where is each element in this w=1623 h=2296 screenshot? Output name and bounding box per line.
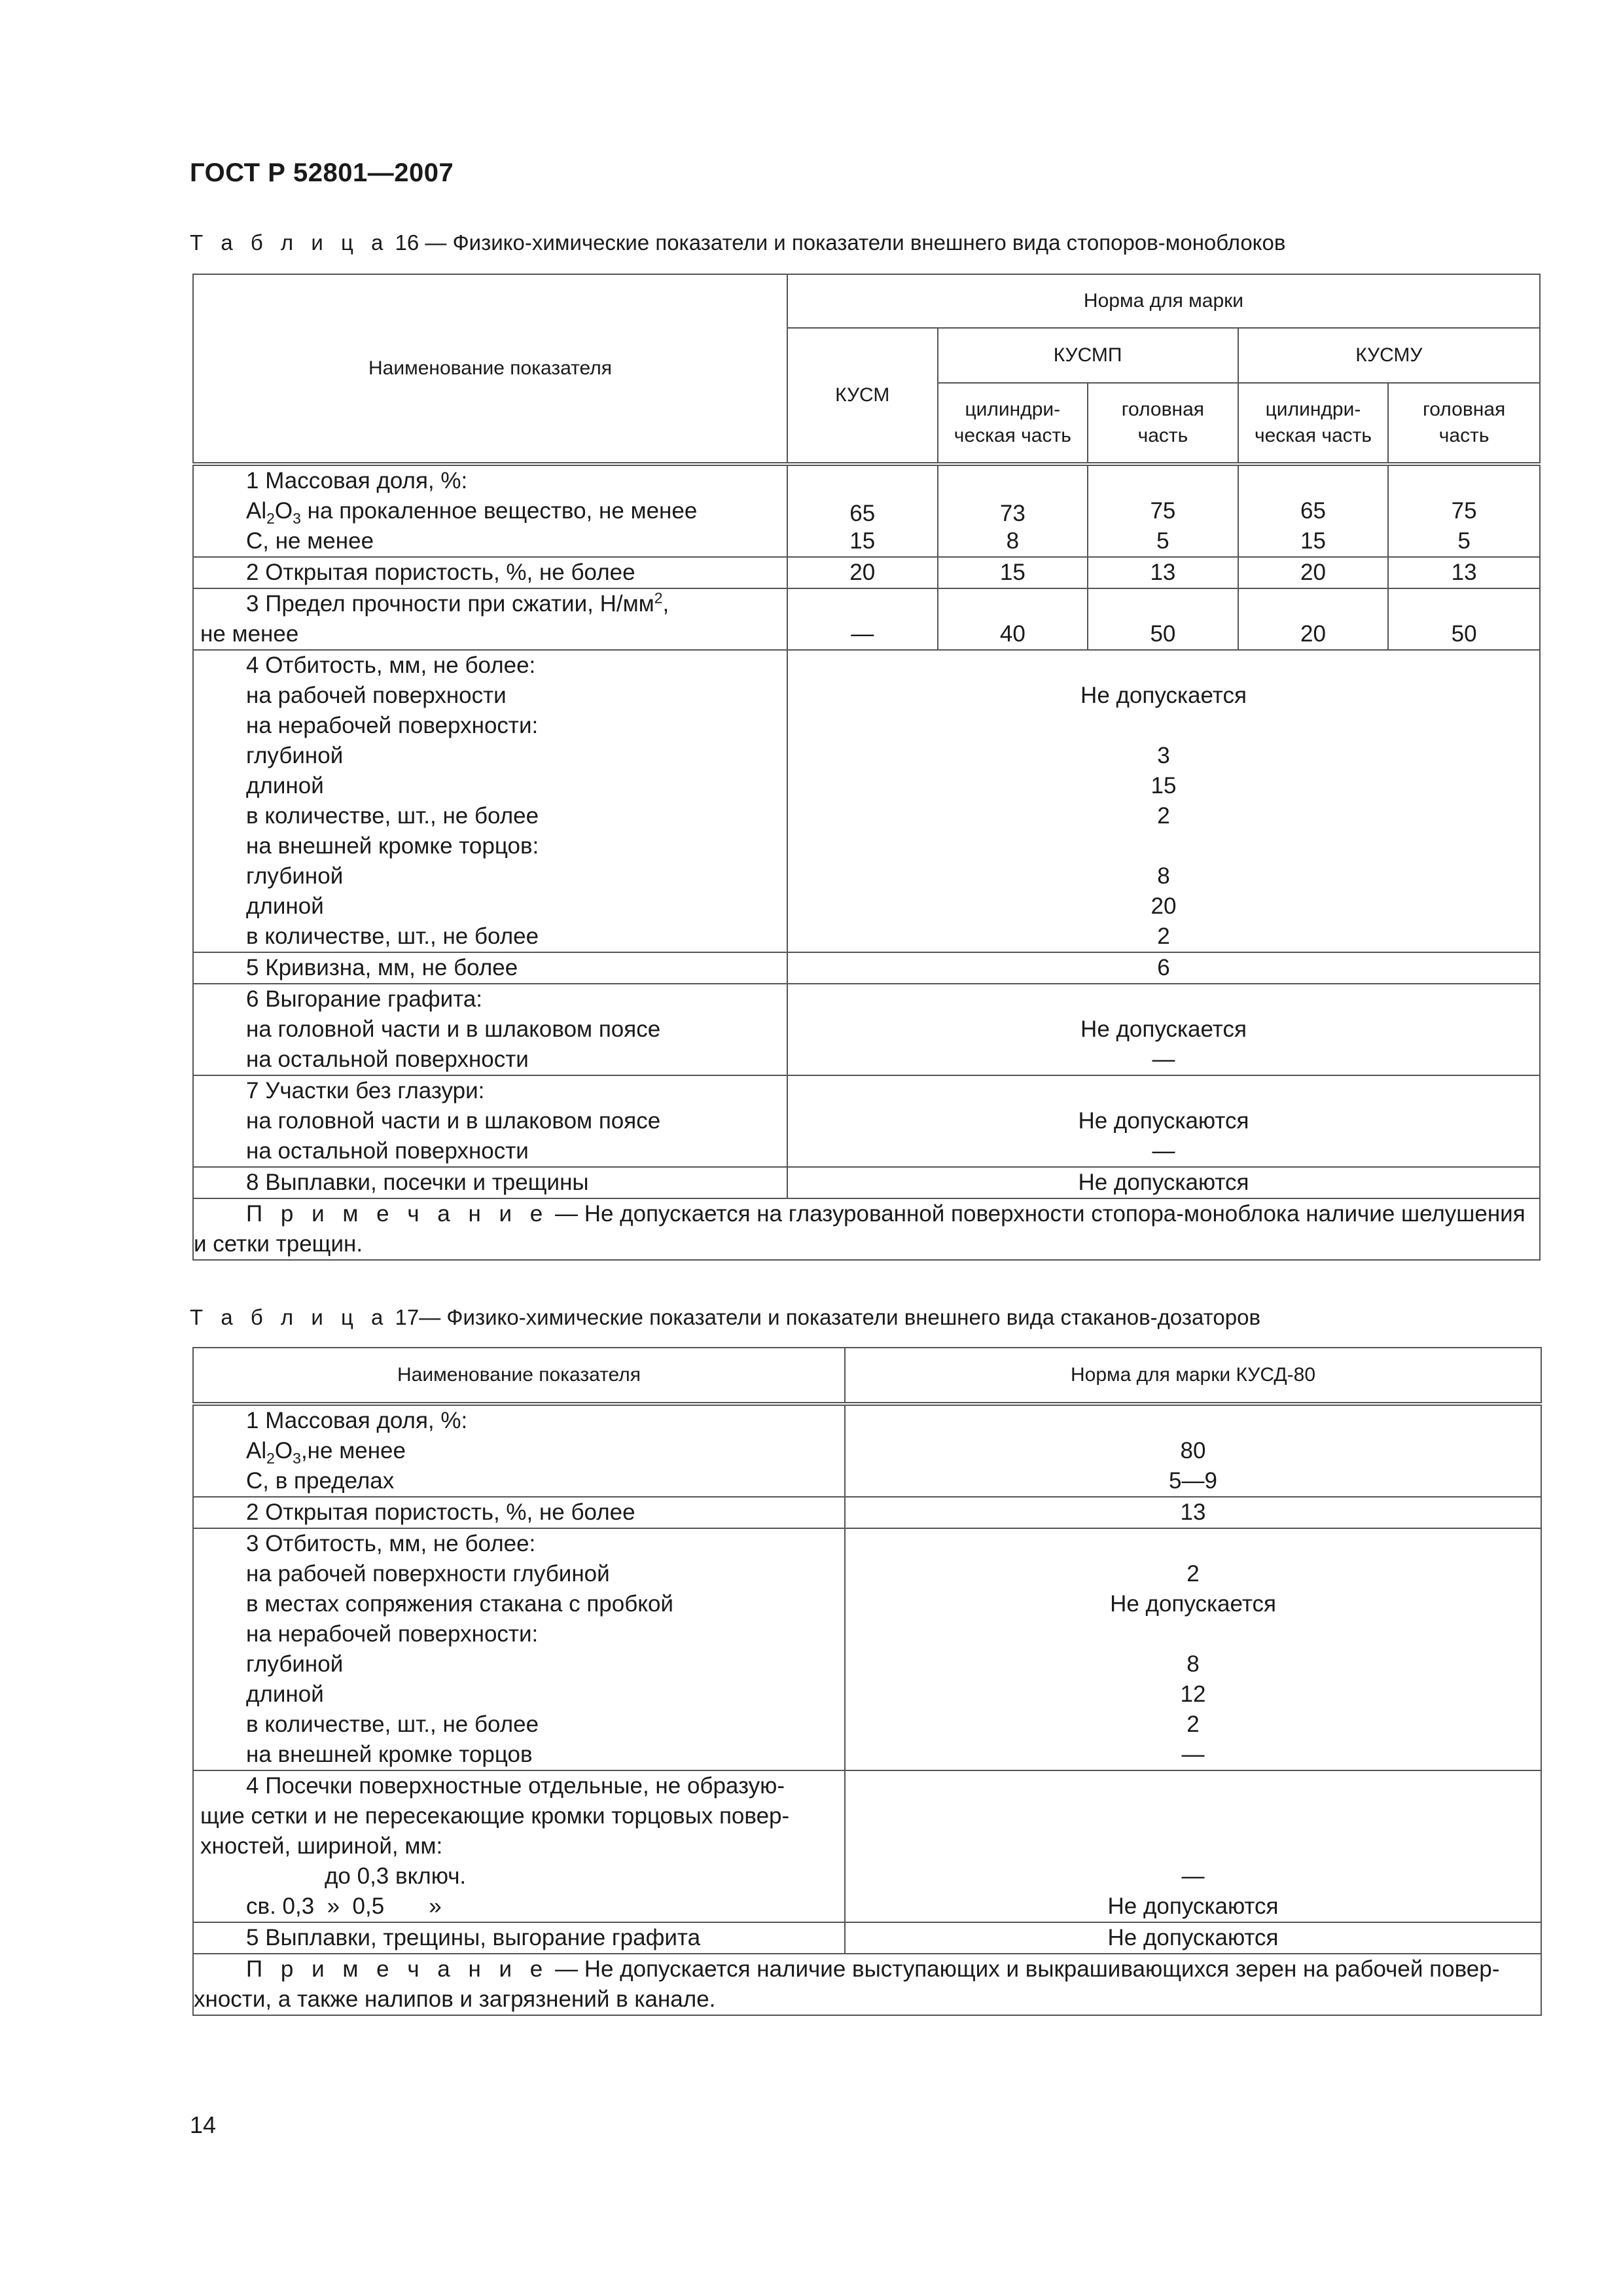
t16-row4-merged-value [787, 650, 1540, 952]
cell-value [788, 831, 1539, 861]
t17-note [193, 1954, 1541, 2015]
row-label-line: на головной части и в шлаковом поясе [246, 1016, 661, 1042]
cell-value: 20 [849, 560, 876, 585]
cell-value [1389, 466, 1539, 496]
row-label-line: в местах сопряжения стакана с пробкой [246, 1591, 673, 1617]
cell-value [788, 466, 937, 496]
t16-row3-kusmu-cyl [1238, 588, 1389, 650]
row-label-line: длиной [246, 1681, 324, 1707]
table-row [193, 952, 1540, 984]
table-row [193, 588, 1540, 650]
row-label-line: в количестве, шт., не более [246, 1712, 539, 1737]
table16-caption-label: Т а б л и ц а [190, 230, 389, 255]
t17-row1-value [845, 1404, 1541, 1497]
cell-value: 12 [1180, 1681, 1206, 1707]
t16-head-kusmu: КУСМУ [1238, 328, 1540, 383]
cell-value: 50 [1150, 621, 1176, 647]
cell-value: Не допускаются [1107, 1893, 1279, 1919]
row-label-line: св. 0,3 » 0,5 » [246, 1893, 442, 1919]
cell-value: 13 [1150, 560, 1176, 585]
cell-value [788, 984, 1539, 1014]
t17-head-name: Наименование показателя [193, 1348, 845, 1404]
cell-value: 75 [1451, 498, 1477, 524]
row-label-line-formula: $Al_2O_3$ на прокаленное вещество, не менее [246, 498, 698, 527]
table-note-row [193, 1198, 1540, 1260]
row-label-line: 4 Отбитость, мм, не более: [246, 653, 536, 678]
cell-value [846, 1406, 1541, 1436]
note-text: — Не допускается на глазурованной поверхности стопора-моноблока наличие шелушения [548, 1201, 1525, 1227]
t16-row2-kusmu-head [1388, 557, 1540, 588]
row-label-line: 5 Выплавки, трещины, выгорание графита [246, 1925, 701, 1950]
cell-value: Не допускается [1080, 683, 1247, 708]
cell-value: 5 [1457, 528, 1471, 554]
cell-value [1088, 466, 1238, 496]
t16-row5-label [193, 952, 787, 984]
row-label-line: С, в пределах [246, 1468, 395, 1494]
row-label-line: 5 Кривизна, мм, не более [246, 955, 518, 980]
t16-row2-label [193, 557, 787, 588]
t16-head-cyl-line2: ческая часть [954, 425, 1071, 446]
cell-value: 8 [1157, 863, 1170, 889]
row-label-line: 2 Открытая пористость, %, не более [246, 560, 635, 585]
row-label-line: 8 Выплавки, посечки и трещины [246, 1170, 589, 1195]
row-label-line-formula: $Al_2O_3,не$ менее [246, 1438, 406, 1467]
t17-head-norm: Норма для марки КУСД-80 [845, 1348, 1541, 1404]
cell-value [846, 1619, 1541, 1649]
table17-caption [190, 1305, 1260, 1330]
t16-row8-label [193, 1167, 787, 1198]
cell-value: 20 [1150, 893, 1177, 919]
t16-row1-kusm [787, 464, 938, 557]
t16-row2-kusmp-cyl [938, 557, 1088, 588]
cell-value [1239, 466, 1388, 496]
t16-row3-kusm [787, 588, 938, 650]
t17-row1-label [193, 1404, 845, 1497]
t16-head-kusmu-cyl [1238, 383, 1389, 464]
cell-value [1088, 589, 1238, 619]
cell-value: 40 [999, 621, 1026, 647]
t16-row2-kusmp-head [1088, 557, 1238, 588]
t16-row2-kusmu-cyl [1238, 557, 1389, 588]
row-label-line: 1 Массовая доля, %: [246, 468, 468, 493]
cell-value: 3 [1157, 743, 1170, 768]
table17-caption-text: 17— Физико-химические показатели и показатели внешнего вида стаканов-дозаторов [395, 1305, 1260, 1329]
table16-caption-text: 16 — Физико-химические показатели и показатели внешнего вида стопоров-моноблоков [395, 230, 1286, 255]
note-text: хности, а также налипов и загрязнений в канале. [194, 1986, 716, 2012]
t16-row1-kusmp-cyl [938, 464, 1088, 557]
table-row [193, 1528, 1541, 1770]
t17-row5-value [845, 1922, 1541, 1954]
cell-value [788, 651, 1539, 681]
page-number: 14 [190, 2111, 217, 2138]
t16-head-kusmu-head [1388, 383, 1540, 464]
t16-head-name: Наименование показателя [193, 274, 787, 464]
cell-value: — [1152, 1047, 1175, 1072]
t16-row1-kusmu-cyl [1238, 464, 1389, 557]
table-row [193, 1075, 1540, 1167]
t17-row4-label [193, 1770, 845, 1922]
t17-row4-value [845, 1770, 1541, 1922]
cell-value [846, 1801, 1541, 1831]
t17-row3-label [193, 1528, 845, 1770]
table-16 [192, 274, 1541, 1261]
row-label-line: на внешней кромке торцов [246, 1742, 533, 1767]
row-label-line: С, не менее [246, 528, 374, 554]
t17-row5-label [193, 1922, 845, 1954]
t16-note [193, 1198, 1540, 1260]
row-label-line: 1 Массовая доля, %: [246, 1408, 468, 1433]
table-row [193, 1167, 1540, 1198]
row-label-line: 4 Посечки поверхностные отдельные, не образую- [246, 1773, 785, 1799]
cell-value: 2 [1186, 1712, 1200, 1737]
cell-value: 13 [1451, 560, 1477, 585]
cell-value: — [851, 621, 874, 647]
row-label-line: 3 Отбитость, мм, не более: [246, 1531, 536, 1556]
row-label-line: длиной [246, 893, 324, 919]
cell-value: 75 [1150, 498, 1176, 524]
cell-value: 2 [1157, 924, 1170, 949]
cell-value: 5—9 [1169, 1468, 1217, 1494]
cell-value: 15 [1300, 528, 1326, 554]
cell-value: 2 [1186, 1561, 1200, 1587]
table-row [193, 1770, 1541, 1922]
cell-value: 65 [1300, 498, 1326, 524]
table-row [193, 984, 1540, 1075]
table-17 [192, 1347, 1542, 2016]
cell-value: 8 [1186, 1651, 1200, 1677]
cell-value: 8 [1006, 528, 1020, 554]
row-label-line: на остальной поверхности [246, 1047, 529, 1072]
note-label: П р и м е ч а н и е [246, 1956, 549, 1982]
cell-value: 5 [1156, 528, 1169, 554]
cell-value [846, 1831, 1541, 1861]
table-row [193, 1497, 1541, 1528]
t16-row7-merged-value [787, 1075, 1540, 1167]
t16-row1-label [193, 464, 787, 557]
table-row [193, 1404, 1541, 1497]
t16-head-head-line2: часть [1438, 425, 1489, 446]
t16-head-kusmp-cyl [938, 383, 1088, 464]
cell-value: 13 [1180, 1499, 1206, 1525]
table16-caption [190, 230, 1285, 255]
row-label-line: на головной части и в шлаковом поясе [246, 1108, 661, 1134]
table-row [193, 1922, 1541, 1954]
t16-head-cyl-line1: цилиндри- [1265, 399, 1361, 420]
row-label-line: на внешней кромке торцов: [246, 833, 539, 859]
t16-head-cyl-line1: цилиндри- [965, 399, 1061, 420]
row-label-line: на рабочей поверхности глубиной [246, 1561, 610, 1587]
row-label-line: глубиной [246, 863, 344, 889]
row-label-line: глубиной [246, 743, 344, 768]
cell-value: Не допускаются [1078, 1170, 1249, 1195]
document-code: ГОСТ Р 52801—2007 [190, 158, 454, 187]
cell-value: Не допускаются [1078, 1108, 1249, 1134]
row-label-line: 2 Открытая пористость, %, не более [246, 1499, 635, 1525]
cell-value: 20 [1300, 621, 1326, 647]
row-label-line: не менее [200, 621, 299, 647]
cell-value: 15 [999, 560, 1026, 585]
t17-row2-label [193, 1497, 845, 1528]
row-label-line: глубиной [246, 1651, 344, 1677]
cell-value [788, 711, 1539, 741]
t16-head-norm: Норма для марки [787, 274, 1540, 328]
row-label-line: 7 Участки без глазури: [246, 1078, 485, 1103]
t16-row4-label [193, 650, 787, 952]
t16-head-head-line1: головная [1423, 399, 1506, 420]
cell-value: 65 [849, 501, 876, 526]
t16-head-head-line2: часть [1137, 425, 1188, 446]
cell-value: 80 [1180, 1438, 1206, 1463]
cell-value: 20 [1300, 560, 1326, 585]
cell-value [1389, 589, 1539, 619]
row-label-line: на нерабочей поверхности: [246, 1621, 539, 1647]
cell-value: 6 [1157, 955, 1170, 980]
table-row [193, 650, 1540, 952]
t16-row3-kusmp-head [1088, 588, 1238, 650]
table-row [193, 464, 1540, 557]
t16-head-cyl-line2: ческая часть [1254, 425, 1372, 446]
t16-head-head-line1: головная [1121, 399, 1205, 420]
cell-value: 2 [1157, 803, 1170, 829]
t16-row8-merged-value [787, 1167, 1540, 1198]
t17-row3-value [845, 1528, 1541, 1770]
cell-value [846, 1529, 1541, 1559]
row-label-line: на рабочей поверхности [246, 683, 507, 708]
t16-head-kusm: КУСМ [787, 328, 938, 464]
row-label-line: на остальной поверхности [246, 1138, 529, 1164]
note-text: — Не допускается наличие выступающих и выкрашивающихся зерен на рабочей повер- [548, 1956, 1500, 1982]
table17-caption-label: Т а б л и ц а [190, 1305, 389, 1329]
table-note-row [193, 1954, 1541, 2015]
cell-value: — [1181, 1863, 1205, 1889]
table-row [193, 557, 1540, 588]
t16-row6-label [193, 984, 787, 1075]
cell-value: Не допускается [1080, 1016, 1247, 1042]
t17-row2-value [845, 1497, 1541, 1528]
t16-row3-label [193, 588, 787, 650]
t16-row7-label [193, 1075, 787, 1167]
t16-row1-kusmu-head [1388, 464, 1540, 557]
t16-row3-kusmp-cyl [938, 588, 1088, 650]
t16-head-kusmp-head [1088, 383, 1238, 464]
cell-value: 15 [849, 528, 876, 554]
t16-row2-kusm [787, 557, 938, 588]
cell-value [938, 466, 1088, 496]
cell-value: Не допускается [1110, 1591, 1276, 1617]
cell-value [846, 1771, 1541, 1801]
row-label-line: длиной [246, 773, 324, 798]
row-label-line-strength: 3 Предел прочности при сжатии, $Н/мм^2$, [246, 589, 669, 617]
cell-value: 73 [999, 501, 1026, 526]
t16-row6-merged-value [787, 984, 1540, 1075]
t16-row3-kusmu-head [1388, 588, 1540, 650]
row-label-line: до 0,3 включ. [325, 1863, 467, 1889]
cell-value: Не допускаются [1107, 1925, 1279, 1950]
note-text: и сетки трещин. [194, 1231, 363, 1257]
cell-value [788, 589, 937, 619]
row-label-line: щие сетки и не пересекающие кромки торцовых повер- [200, 1803, 790, 1829]
cell-value: 15 [1150, 773, 1177, 798]
note-label: П р и м е ч а н и е [246, 1201, 549, 1227]
row-label-line: в количестве, шт., не более [246, 924, 539, 949]
cell-value: — [1181, 1742, 1205, 1767]
t16-head-kusmp: КУСМП [938, 328, 1238, 383]
t16-row1-kusmp-head [1088, 464, 1238, 557]
row-label-line: хностей, шириной, мм: [200, 1833, 443, 1859]
row-label-line: на нерабочей поверхности: [246, 713, 539, 738]
t16-row5-merged-value [787, 952, 1540, 984]
cell-value [788, 1076, 1539, 1106]
cell-value: 50 [1451, 621, 1477, 647]
cell-value [938, 589, 1088, 619]
cell-value: — [1152, 1138, 1175, 1164]
row-label-line: 6 Выгорание графита: [246, 986, 483, 1012]
row-label-line: в количестве, шт., не более [246, 803, 539, 829]
cell-value [1239, 589, 1388, 619]
